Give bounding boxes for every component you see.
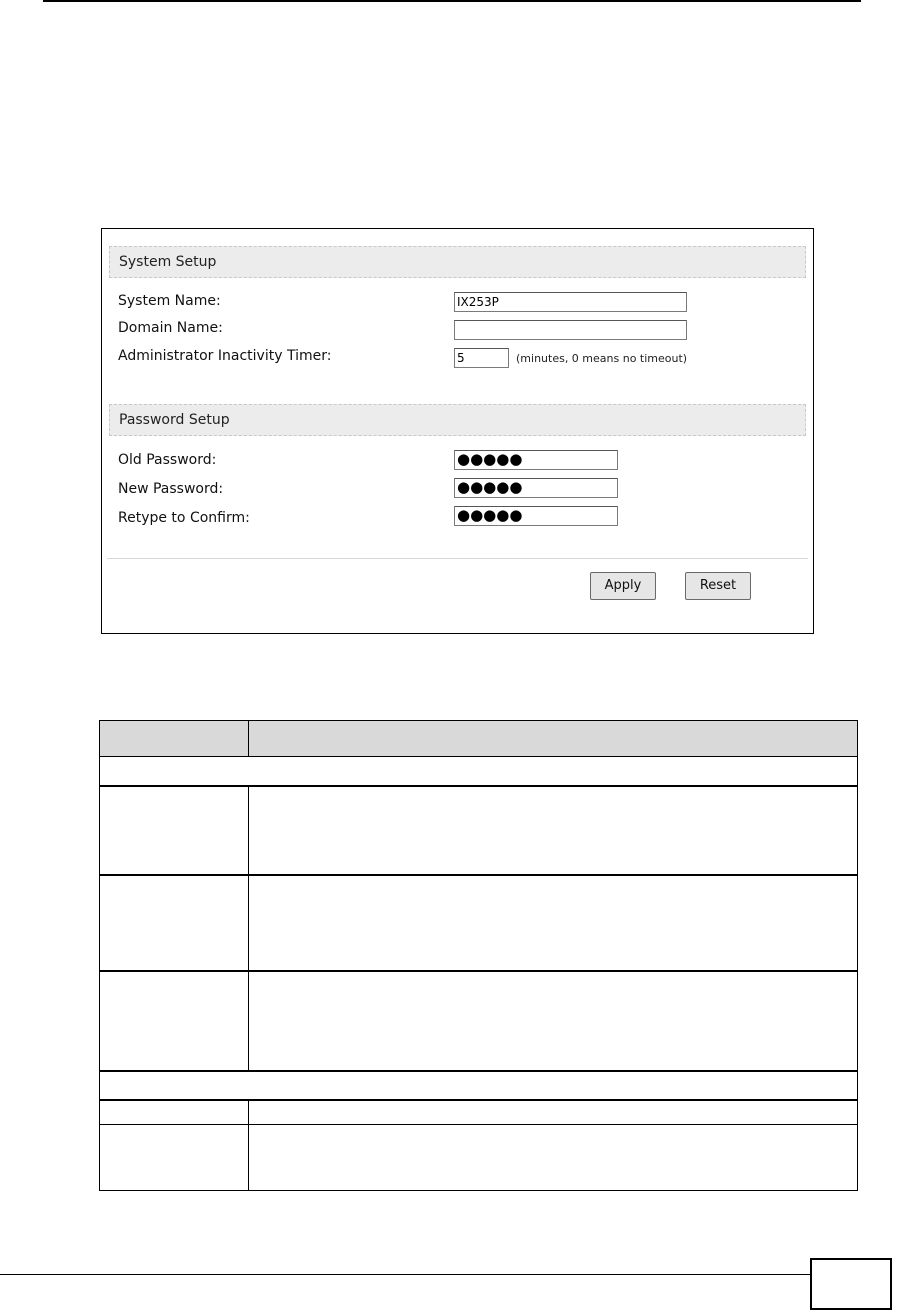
table-row [100, 786, 858, 875]
system-name-input[interactable]: IX253P [454, 292, 687, 312]
description-table [99, 720, 858, 1191]
table-cell [100, 875, 249, 971]
table-cell [100, 1100, 249, 1125]
table-header-cell [100, 721, 249, 757]
domain-name-label: Domain Name: [118, 320, 223, 336]
table-row [100, 1125, 858, 1191]
table-group-row [100, 757, 858, 787]
retype-password-label: Retype to Confirm: [118, 510, 250, 526]
password-setup-heading: Password Setup [109, 404, 806, 436]
table-cell [100, 1071, 858, 1100]
table-cell [100, 786, 249, 875]
table-cell [100, 1125, 249, 1191]
table-cell [100, 971, 249, 1071]
old-password-input[interactable]: ●●●●● [454, 450, 618, 470]
footer-rule [0, 1274, 812, 1275]
inactivity-timer-hint: (minutes, 0 means no timeout) [516, 352, 688, 365]
table-cell [249, 1125, 858, 1191]
domain-name-input[interactable] [454, 320, 687, 340]
table-row [100, 1100, 858, 1125]
old-password-label: Old Password: [118, 452, 217, 468]
system-settings-panel [101, 228, 814, 634]
table-cell [249, 971, 858, 1071]
table-cell [100, 757, 858, 787]
system-setup-heading: System Setup [109, 246, 806, 278]
table-group-row [100, 1071, 858, 1100]
table-cell [249, 875, 858, 971]
reset-button[interactable]: Reset [685, 572, 751, 600]
new-password-label: New Password: [118, 481, 224, 497]
table-row [100, 971, 858, 1071]
retype-password-input[interactable]: ●●●●● [454, 506, 618, 526]
page-number-box [810, 1258, 892, 1310]
top-rule [43, 0, 861, 2]
table-header-row [100, 721, 858, 757]
system-name-label: System Name: [118, 293, 221, 309]
inactivity-timer-label: Administrator Inactivity Timer: [118, 348, 332, 364]
table-header-cell [249, 721, 858, 757]
table-cell [249, 786, 858, 875]
table-row [100, 875, 858, 971]
new-password-input[interactable]: ●●●●● [454, 478, 618, 498]
apply-button[interactable]: Apply [590, 572, 656, 600]
table-cell [249, 1100, 858, 1125]
divider [107, 558, 808, 559]
inactivity-timer-input[interactable]: 5 [454, 348, 509, 368]
